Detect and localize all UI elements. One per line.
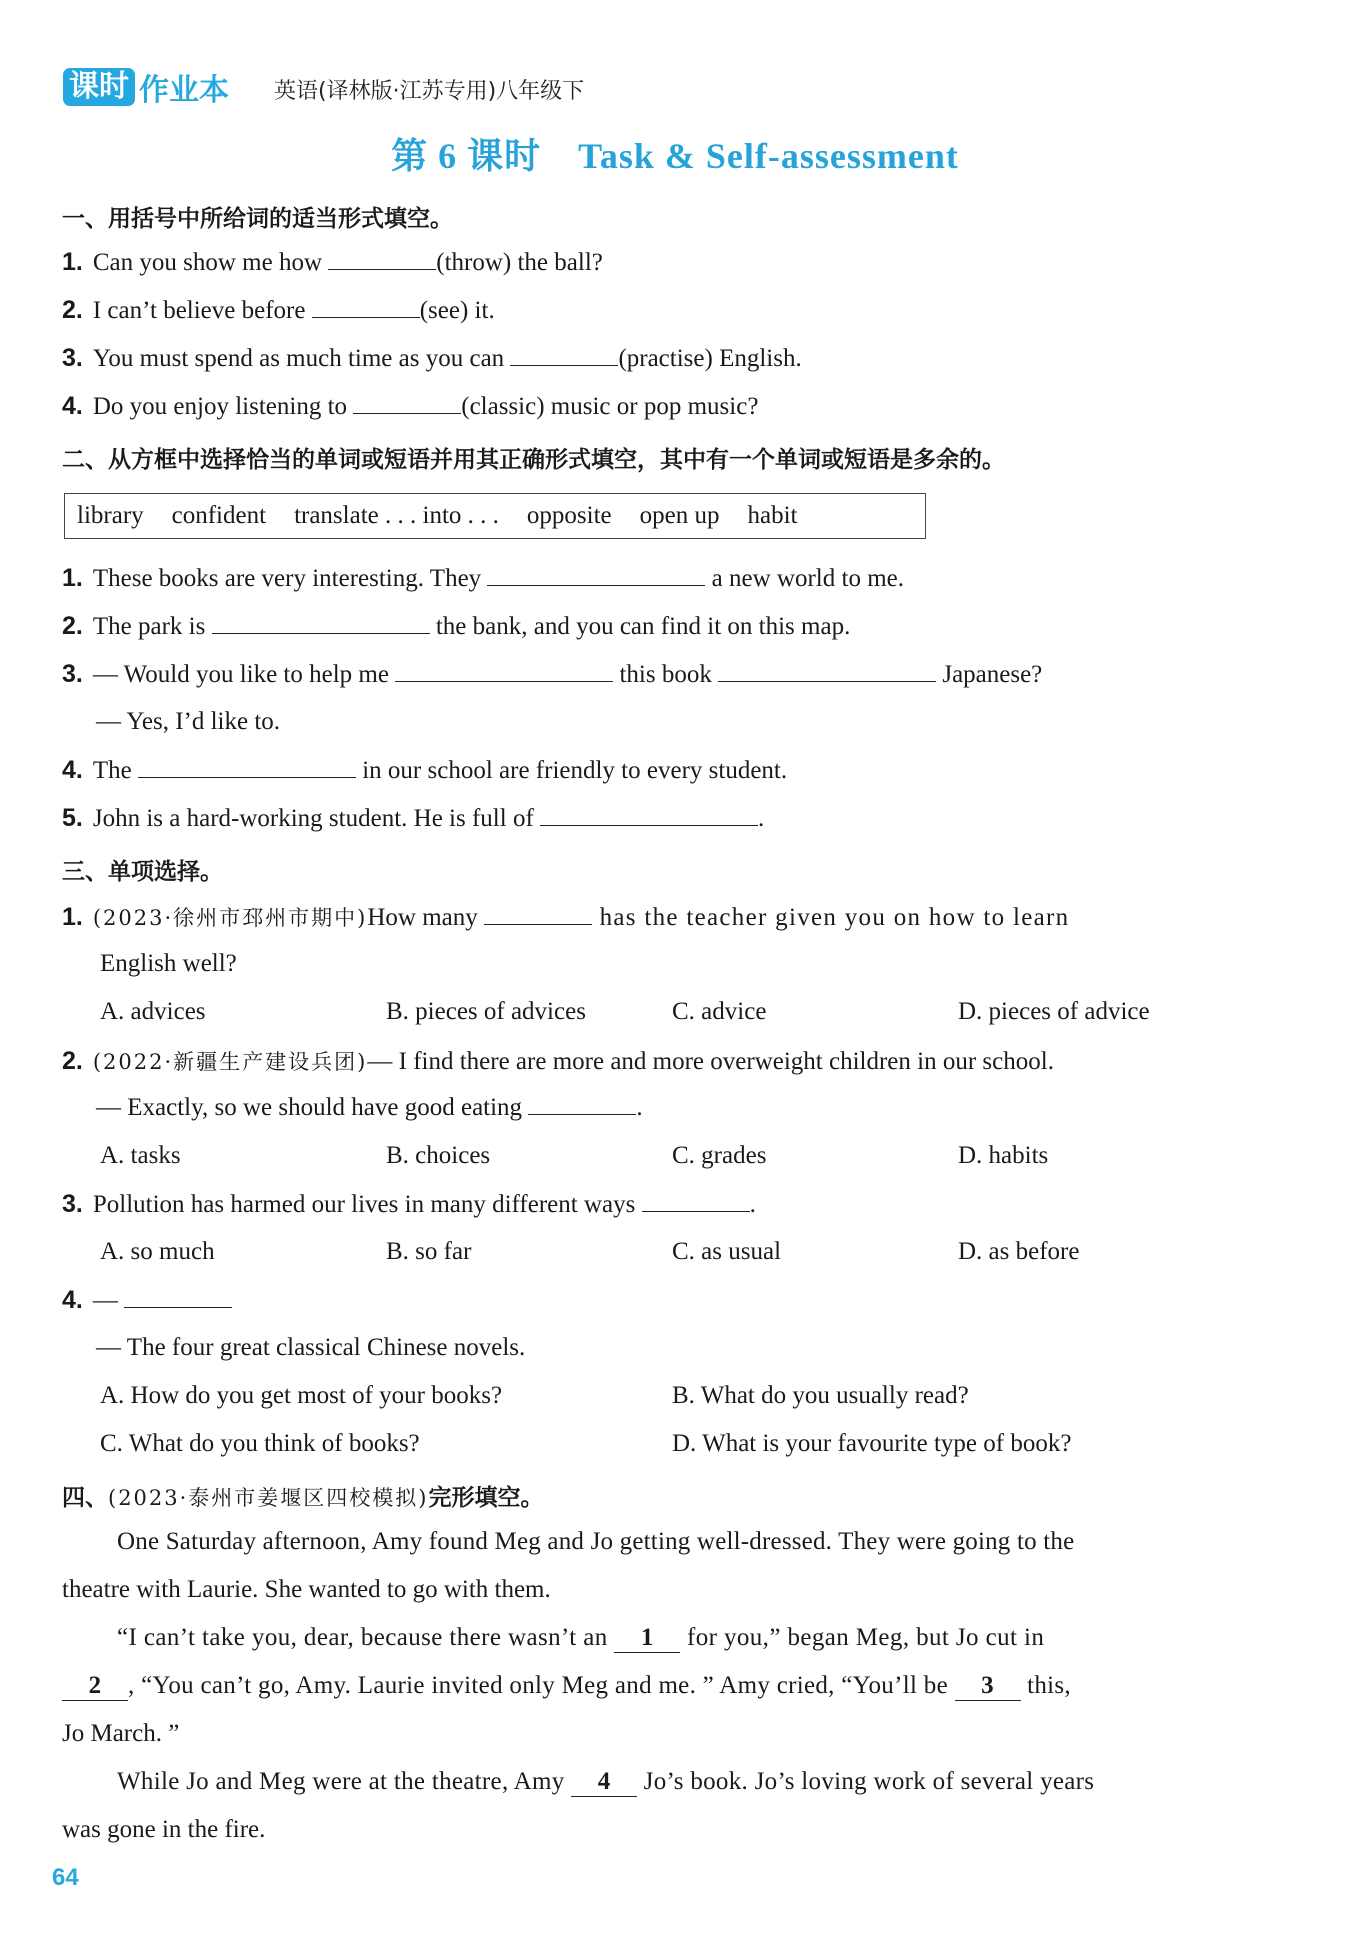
s3-q4-reply: — The four great classical Chinese novels. (96, 1334, 526, 1361)
publisher-logo (63, 68, 229, 106)
s3-q4 (62, 1286, 232, 1315)
choice-d[interactable]: D. What is your favourite type of book? (672, 1430, 1072, 1457)
answer-blank[interactable] (138, 757, 356, 778)
s2-item-5 (62, 804, 764, 833)
s3-q1 (62, 902, 1069, 932)
item-text: The (92, 757, 138, 784)
s2-item-2 (62, 612, 850, 641)
word-option: open up (639, 502, 720, 529)
lesson-title: 第 6 课时 Task & Self-assessment (391, 136, 959, 176)
answer-blank[interactable] (484, 904, 592, 925)
section-number: 四、 (62, 1485, 108, 1511)
s1-item-4 (62, 392, 758, 421)
section-title: 完形填空。 (428, 1485, 544, 1511)
item-number: 1. (62, 564, 83, 592)
choice-b[interactable]: B. pieces of advices (386, 998, 586, 1025)
s1-item-3 (62, 344, 802, 373)
item-number: 1. (62, 248, 83, 276)
item-text: Can you show me how (92, 249, 329, 276)
logo-box: 课时 (63, 68, 135, 106)
item-number: 3. (62, 344, 83, 372)
answer-blank[interactable] (353, 393, 461, 414)
item-text: John is a hard-working student. He is full of (92, 805, 541, 832)
passage-line: Jo March. ” (62, 1720, 180, 1747)
item-text: The park is (92, 613, 212, 640)
choice-b[interactable]: B. What do you usually read? (672, 1382, 969, 1409)
item-text: Japanese? (936, 661, 1043, 688)
item-number: 4. (62, 1286, 83, 1314)
choice-c[interactable]: C. advice (672, 998, 767, 1025)
choice-d[interactable]: D. pieces of advice (958, 998, 1150, 1025)
answer-blank[interactable] (540, 805, 758, 826)
s2-item-3-reply: — Yes, I’d like to. (96, 708, 281, 735)
answer-blank[interactable] (642, 1191, 750, 1212)
item-text: Do you enjoy listening to (92, 393, 354, 420)
passage-line: theatre with Laurie. She wanted to go with them. (62, 1576, 551, 1603)
answer-blank[interactable] (124, 1287, 232, 1308)
answer-blank[interactable] (510, 345, 618, 366)
section4-heading (62, 1479, 544, 1512)
item-text: (see) it. (419, 297, 495, 324)
s1-item-1 (62, 248, 603, 277)
item-text: — Would you like to help me (92, 661, 396, 688)
item-text: a new world to me. (705, 565, 904, 592)
choice-d[interactable]: D. habits (958, 1142, 1049, 1169)
page-number: 64 (52, 1864, 79, 1891)
choice-a[interactable]: A. so much (100, 1238, 215, 1265)
passage-text: for you,” began Meg, but Jo cut in (680, 1624, 1045, 1651)
choice-b[interactable]: B. so far (386, 1238, 472, 1265)
answer-blank[interactable] (718, 661, 936, 682)
item-text: (throw) the ball? (436, 249, 603, 276)
item-text: (practise) English. (618, 345, 802, 372)
cloze-blank-1[interactable]: 1 (614, 1624, 680, 1653)
item-number: 3. (62, 1190, 83, 1218)
logo-text: 作业本 (139, 73, 229, 108)
section3-heading: 三、单项选择。 (62, 859, 223, 885)
passage-line: One Saturday afternoon, Amy found Meg and Jo getting well-dressed. They were going to the (117, 1528, 1075, 1555)
section2-heading: 二、从方框中选择恰当的单词或短语并用其正确形式填空，其中有一个单词或短语是多余的。 (62, 447, 1005, 473)
answer-blank[interactable] (395, 661, 613, 682)
question-source: (2023·泰州市姜堰区四校模拟) (108, 1486, 429, 1510)
passage-text: this, (1020, 1672, 1071, 1699)
choice-d[interactable]: D. as before (958, 1238, 1080, 1265)
item-number: 5. (62, 804, 83, 832)
item-text: the bank, and you can find it on this map. (429, 613, 851, 640)
item-number: 2. (62, 612, 83, 640)
dialogue-dash: — (92, 1287, 118, 1314)
s3-q2 (62, 1046, 1054, 1076)
question-stem: — Exactly, so we should have good eating (96, 1094, 529, 1121)
item-text: (classic) music or pop music? (461, 393, 759, 420)
passage-line (62, 1672, 1071, 1701)
item-number: 4. (62, 392, 83, 420)
word-option: translate . . . into . . . (294, 502, 499, 529)
word-option: library (77, 502, 144, 529)
word-box (64, 493, 926, 539)
answer-blank[interactable] (487, 565, 705, 586)
question-source: (2023·徐州市邳州市期中) (92, 906, 368, 930)
section1-heading: 一、用括号中所给词的适当形式填空。 (62, 206, 453, 232)
choice-a[interactable]: A. tasks (100, 1142, 181, 1169)
passage-text: While Jo and Meg were at the theatre, Amy (117, 1768, 572, 1795)
item-text: You must spend as much time as you can (92, 345, 511, 372)
item-text: . (758, 805, 765, 832)
word-option: confident (171, 502, 267, 529)
passage-line (117, 1624, 1044, 1653)
passage-line: was gone in the fire. (62, 1816, 266, 1843)
item-number: 4. (62, 756, 83, 784)
item-text: I can’t believe before (92, 297, 312, 324)
item-text: in our school are friendly to every student. (355, 757, 788, 784)
choice-b[interactable]: B. choices (386, 1142, 491, 1169)
cloze-blank-3[interactable]: 3 (955, 1672, 1021, 1701)
question-stem: has the teacher given you on how to learn (592, 904, 1070, 931)
question-stem: How many (367, 904, 485, 931)
s2-item-3 (62, 660, 1042, 689)
passage-text: “I can’t take you, dear, because there wasn’t an (117, 1624, 615, 1651)
choice-a[interactable]: A. advices (100, 998, 206, 1025)
s3-q2-reply (96, 1094, 643, 1122)
s2-item-4 (62, 756, 787, 785)
choice-c[interactable]: C. What do you think of books? (100, 1430, 420, 1457)
item-number: 1. (62, 903, 83, 931)
passage-text: , “You can’t go, Amy. Laurie invited only Meg and me. ” Amy cried, “You’ll be (128, 1672, 955, 1699)
answer-blank[interactable] (312, 297, 420, 318)
choice-c[interactable]: C. grades (672, 1142, 767, 1169)
item-number: 3. (62, 660, 83, 688)
choice-a[interactable]: A. How do you get most of your books? (100, 1382, 503, 1409)
answer-blank[interactable] (528, 1094, 636, 1115)
cloze-blank-2[interactable]: 2 (62, 1672, 128, 1701)
s3-q1-stem-cont: English well? (100, 950, 237, 977)
s1-item-2 (62, 296, 495, 325)
question-stem: — I find there are more and more overweight children in our school. (367, 1048, 1054, 1075)
s3-q3 (62, 1190, 756, 1219)
answer-blank[interactable] (212, 613, 430, 634)
question-source: (2022·新疆生产建设兵团) (92, 1050, 368, 1074)
answer-blank[interactable] (328, 249, 436, 270)
s2-item-1 (62, 564, 904, 593)
word-option: habit (747, 502, 798, 529)
item-text: These books are very interesting. They (92, 565, 488, 592)
word-option: opposite (526, 502, 612, 529)
passage-line (117, 1768, 1094, 1797)
question-stem: Pollution has harmed our lives in many different ways (92, 1191, 642, 1218)
passage-text: Jo’s book. Jo’s loving work of several years (637, 1768, 1095, 1795)
choice-c[interactable]: C. as usual (672, 1238, 782, 1265)
cloze-blank-4[interactable]: 4 (571, 1768, 637, 1797)
item-number: 2. (62, 1047, 83, 1075)
question-stem: . (749, 1191, 756, 1218)
question-stem: . (636, 1094, 643, 1121)
item-number: 2. (62, 296, 83, 324)
item-text: this book (613, 661, 719, 688)
book-subtitle: 英语(译林版·江苏专用)八年级下 (274, 79, 585, 104)
